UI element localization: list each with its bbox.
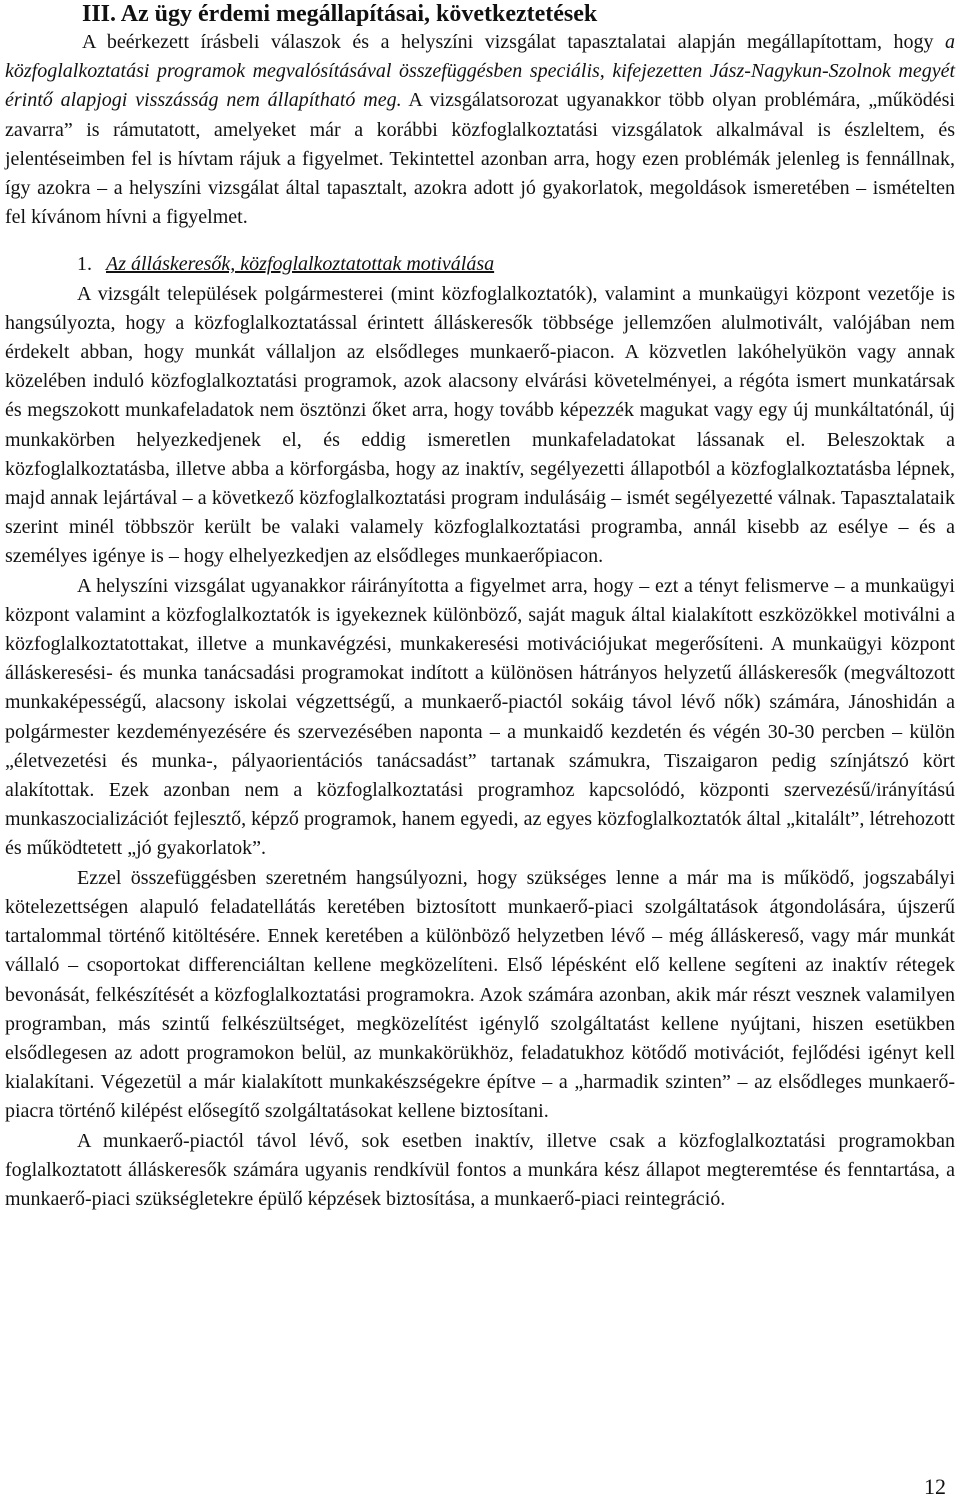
subsection-number: 1. [77,253,92,276]
subsection-heading [5,250,955,279]
paragraph-findings [5,28,955,232]
paragraph-findings-intro: A beérkezett írásbeli válaszok és a helyszíni vizsgálat tapasztalatai alapján megállapítottam, hogy [82,31,945,53]
section-title: III. Az ügy érdemi megállapításai, következtetések [82,1,598,27]
document-page [5,0,955,1214]
paragraph-motivation: A vizsgált települések polgármesterei (mint közfoglalkoztatók), valamint a munkaügyi központ vezetője is hangsúlyozta, hogy a közfoglalkoztatással érintett álláskeresők többsége jellemzően alulmotivált, valójában nem érdekelt abban, hogy munkát vállaljon az elsődleges munkaerő-piacon. A közvetlen lakóhelyükön vagy annak közelében induló közfoglalkoztatási programok, azok alacsony elvárási követelményei, a régóta ismert munkatársak és megszokott munkafeladatok nem ösztönzi őket arra, hogy tovább képezzék magukat vagy egy új munkáltatónál, új munkakörben helyezkedjenek el, és eddig ismeretlen munkafeladatokat lássanak el. Beleszoktak a közfoglalkoztatásba, illetve abba a körforgásba, hogy az inaktív, segélyezetti állapotból a közfoglalkoztatásba lépnek, majd annak lejártával – a következő közfoglalkoztatási program indulásáig – ismét segélyezetté válnak. Tapasztalataik szerint minél többször került be valaki valamely közfoglalkoztatási programba, annál kisebb az esélye – és a személyes igénye is – hogy elhelyezkedjen az elsődleges munkaerőpiacon. [5,282,955,568]
page-number: 12 [924,1474,946,1499]
paragraph-findings-rest: A vizsgálatsorozat ugyanakkor több olyan problémára, „működési zavarra” is rámutatott, amelyeket már a korábbi közfoglalkoztatási vizsgálatok alkalmával is észleltem, és jelentéseimben fel is hívtam rájuk a figyelmet. Tekintettel azonban arra, hogy ezen problémák jelenleg is fennállnak, így azokra – a helyszíni vizsgálat által tapasztalt, azokra adott jó gyakorlatok, megoldások ismeretében – ismételten fel kívánom hívni a figyelmet. [5,89,955,229]
paragraph-findings-conclusion: a közfoglalkoztatási programok megvalósításával összefüggésben speciális, kifejezetten Jász-Nagykun-Szolnok megyét érintő alapjogi visszásság nem állapítható meg. [5,31,955,112]
paragraph-site-visit: A helyszíni vizsgálat ugyanakkor ráirányította a figyelmet arra, hogy – ezt a tényt felismerve – a munkaügyi központ valamint a közfoglalkoztatók is igyekeznek különböző, saját maguk által kialakított eszközökkel motiválni a közfoglalkoztatottakat, illetve a munkavégzési, munkakeresési motivációjukat megerősíteni. A munkaügyi központ álláskeresési- és munka tanácsadási programokat indított a különösen hátrányos helyzetű álláskeresők (megváltozott munkaképességű, alacsony iskolai végzettségű, a munkaerő-piactól sokáig távol lévő nők) számára, Jánoshidán a polgármester kezdeményezésére és szervezésében naponta – a munkaidő kezdetén és végén 30-30 percben – külön „életvezetési és munka-, pályaorientációs tanácsadást” tartanak számukra, Tiszaigaron pedig színjátszó kört alakítottak. Ezek azonban nem a közfoglalkoztatási programhoz kapcsolódó, központi szervezésű/irányítású munkaszocializációt fejlesztő, képző programok, hanem egyedi, az egyes közfoglalkoztatók által „kitalált”, létrehozott és működtetett „jó gyakorlatok”. [5,574,955,860]
paragraph-reintegration: A munkaerő-piactól távol lévő, sok esetben inaktív, illetve csak a közfoglalkoztatási programokban foglalkoztatott álláskeresők számára ugyanis rendkívül fontos a munkára kész állapot megteremtése és fenntartása, a munkaerő-piaci szükségletekre épülő képzések biztosítása, a munkaerő-piaci reintegráció. [5,1129,955,1210]
subsection-title: Az álláskeresők, közfoglalkoztatottak motiválása [106,253,495,276]
paragraph-labour-services: Ezzel összefüggésben szeretném hangsúlyozni, hogy szükséges lenne a már ma is működő, jogszabályi kötelezettségen alapuló feladatellátás keretében biztosított munkaerő-piaci szolgáltatások átgondolására, újszerű tartalommal történő kitöltésére. Ennek keretében a különböző helyzetben lévő – még álláskereső, vagy már munkát vállaló – csoportokat differenciáltan kellene megközelíteni. Első lépésként elő kellene segíteni az inaktív rétegek bevonását, felkészítését a közfoglalkoztatási programokra. Azok számára azonban, akik már részt vesznek valamilyen programban, más szintű felkészültséget, megközelítést igénylő szolgáltatást kellene nyújtani, hiszen esetükben elsődlegesen az adott programokon belül, az munkakörükhöz, feladatukhoz kötődő motivációt, fejlődési igényt kell kialakítani. Végezetül a már kialakított munkakészségekre építve – a „harmadik szinten” – az elsődleges munkaerő-piacra történő kilépést elősegítő szolgáltatásokat kellene biztosítani. [5,866,955,1123]
